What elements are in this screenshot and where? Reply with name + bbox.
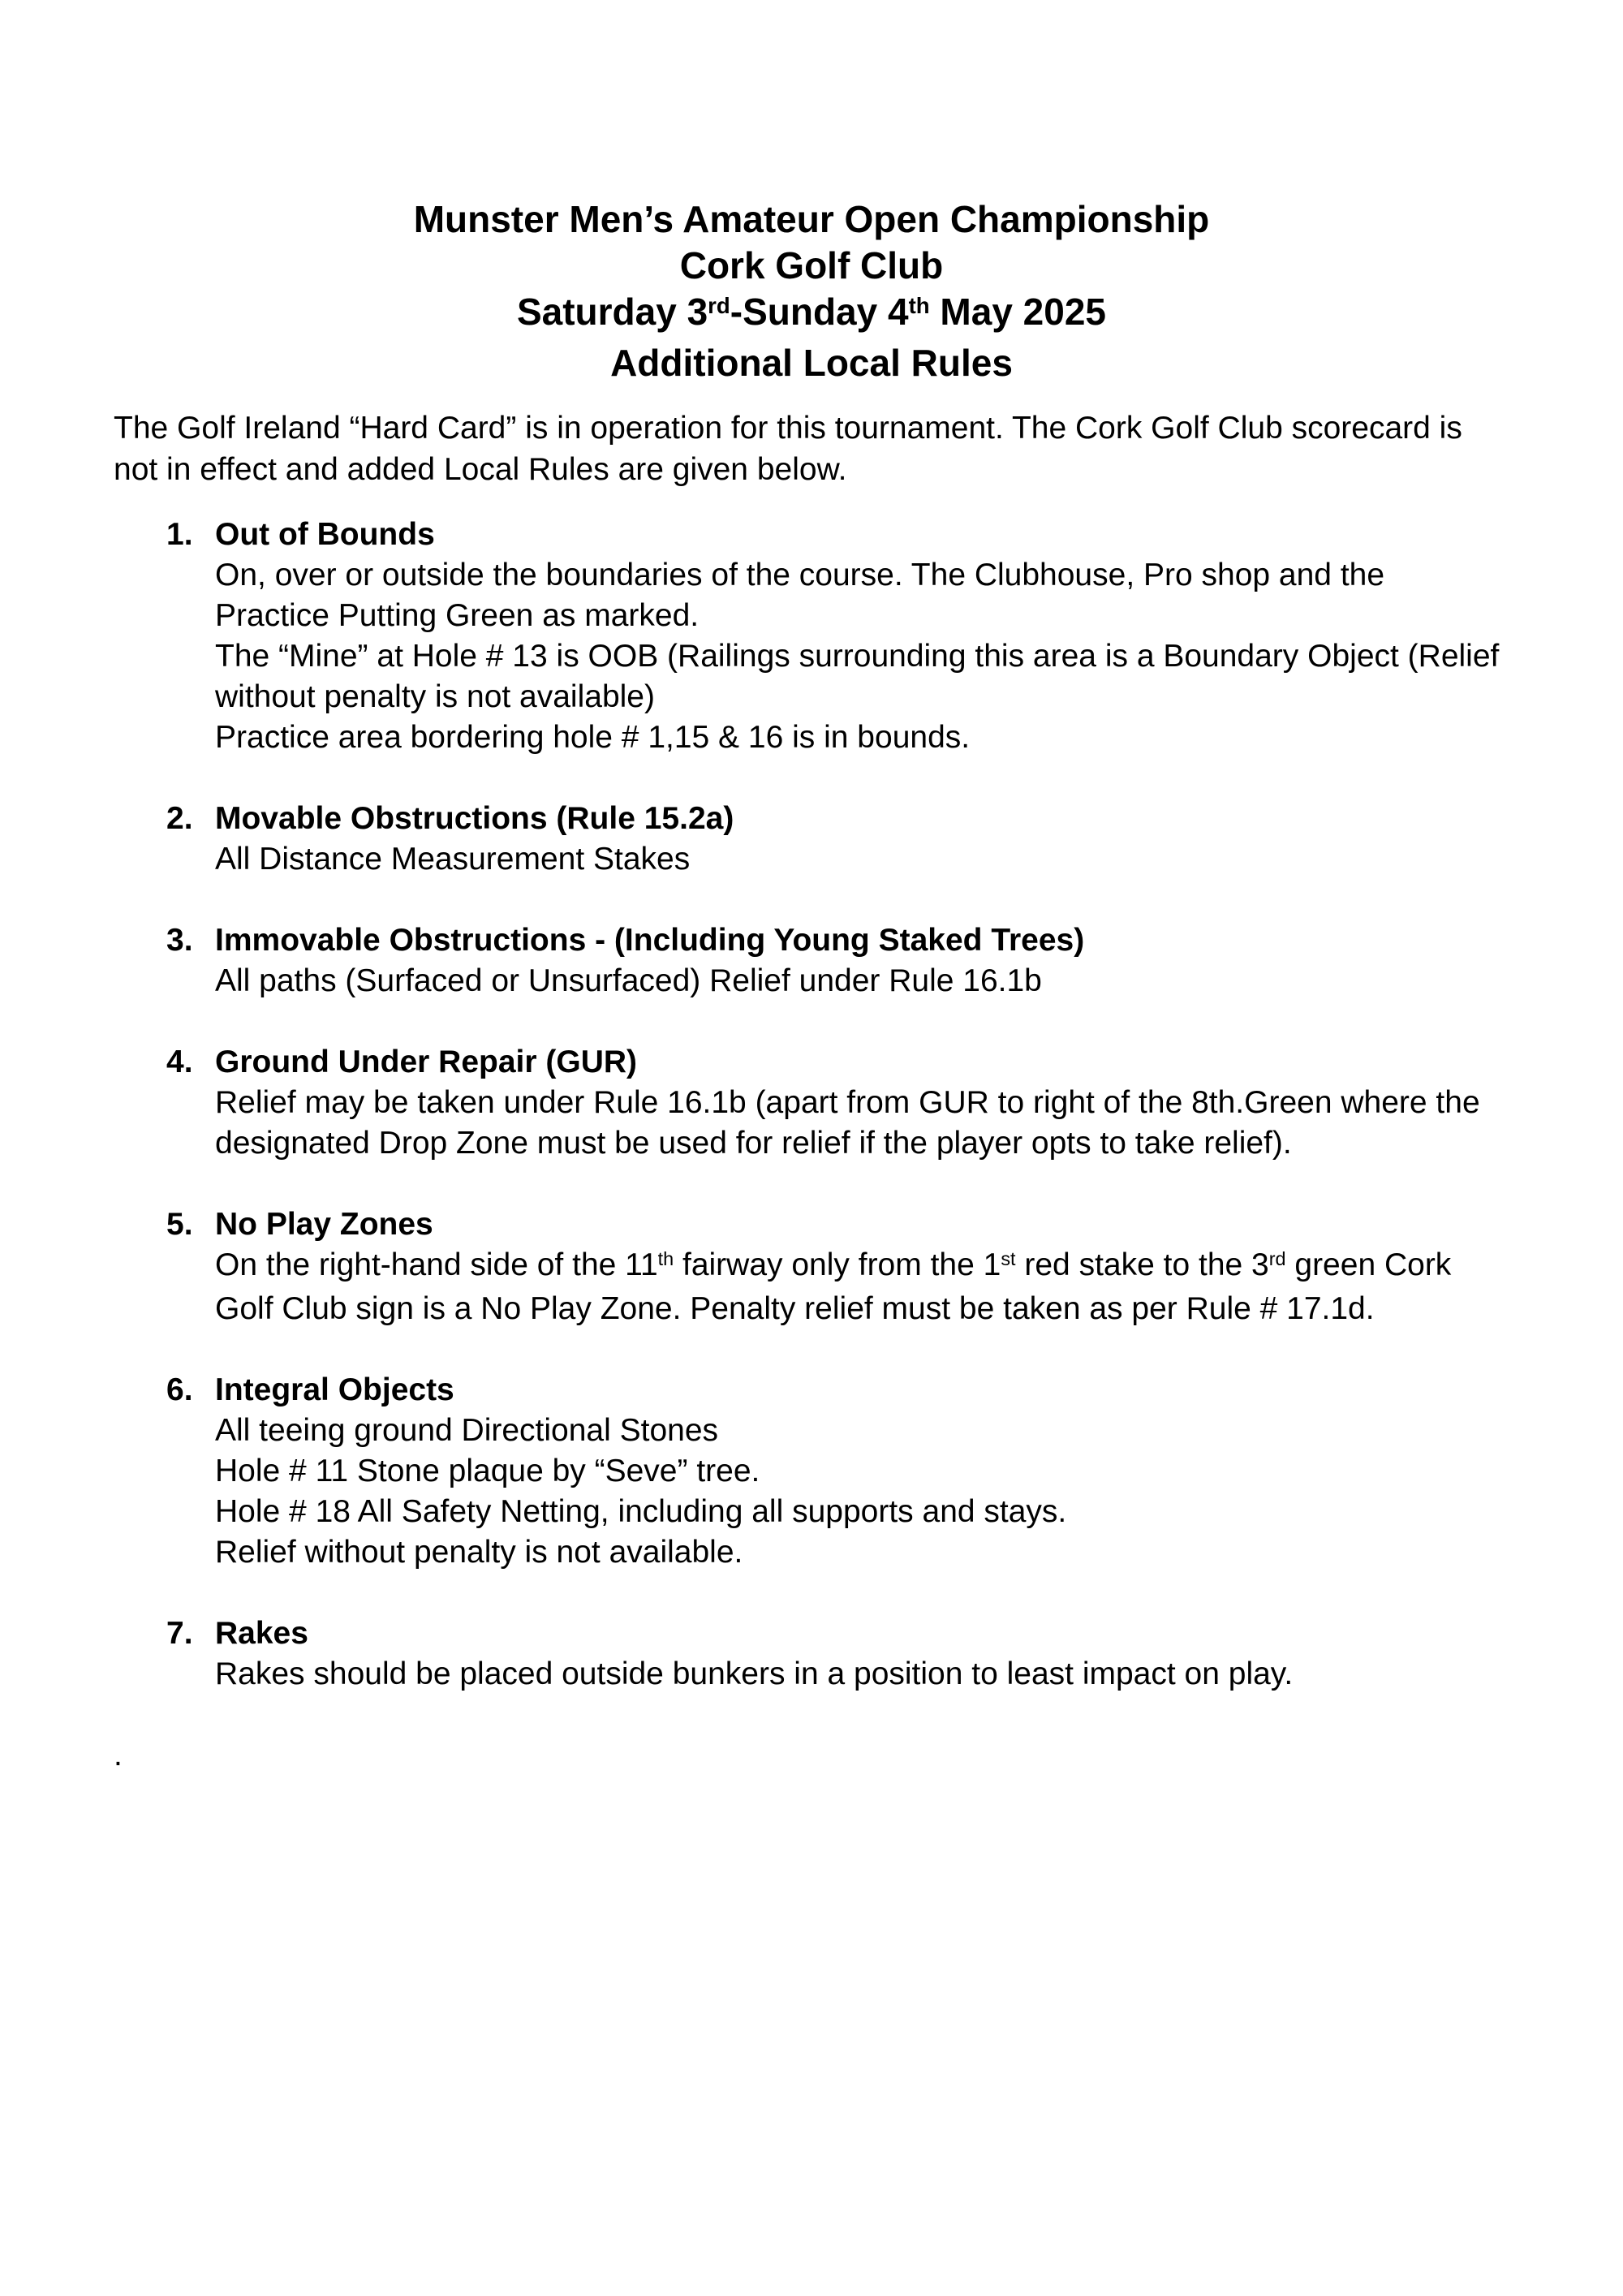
rule-body-line <box>215 1083 1509 1123</box>
intro-paragraph <box>114 407 1509 490</box>
rule-heading: No Play Zones <box>215 1207 433 1242</box>
rule-number: 1. <box>166 517 193 552</box>
rule-heading-line <box>166 1042 1509 1083</box>
superscript: th <box>657 1248 674 1270</box>
rule-heading-line <box>166 515 1509 555</box>
text-segment: green Cork <box>1285 1247 1452 1282</box>
text-segment: All teeing ground Directional Stones <box>215 1413 719 1448</box>
rule-body <box>215 1245 1509 1329</box>
rule-heading-line <box>166 1204 1509 1245</box>
rule-body-line <box>215 1532 1509 1573</box>
text-segment: On, over or outside the boundaries of the course. The Clubhouse, Pro shop and the <box>215 558 1385 592</box>
text-segment: The “Mine” at Hole # 13 is OOB (Railings surrounding this area is a Boundary Object (Relief <box>215 639 1500 674</box>
text-segment: Relief may be taken under Rule 16.1b (apart from GUR to right of the 8th.Green where the <box>215 1085 1480 1120</box>
rule-body-line <box>215 1123 1509 1164</box>
rule-body-line <box>215 839 1509 880</box>
rule-body-line <box>215 1451 1509 1492</box>
trailing-period: . <box>114 1738 123 1773</box>
text-segment: Hole # 18 All Safety Netting, including all supports and stays. <box>215 1494 1067 1529</box>
rule-heading: Movable Obstructions (Rule 15.2a) <box>215 801 734 836</box>
rule-body-line <box>215 717 1509 758</box>
rule-item <box>166 920 1509 1002</box>
rule-body-line <box>215 677 1509 717</box>
text-segment: Golf Club sign is a No Play Zone. Penalty relief must be taken as per Rule # 17.1d. <box>215 1291 1375 1326</box>
rule-item <box>166 1370 1509 1573</box>
rule-heading: Rakes <box>215 1616 308 1651</box>
rule-heading: Ground Under Repair (GUR) <box>215 1045 638 1079</box>
rule-body-line <box>215 596 1509 636</box>
rule-body-line <box>215 1289 1509 1329</box>
text-segment: Additional Local Rules <box>610 342 1013 384</box>
rule-number: 2. <box>166 801 193 836</box>
intro-line: The Golf Ireland “Hard Card” is in operation for this tournament. The Cork Golf Club scorecard is <box>114 411 1462 446</box>
rule-body <box>215 1654 1509 1695</box>
rule-body-line <box>215 1411 1509 1451</box>
rule-number: 5. <box>166 1207 193 1242</box>
rule-body <box>215 1083 1509 1164</box>
rule-body-line <box>215 636 1509 677</box>
rule-body <box>215 1411 1509 1573</box>
rule-body-line <box>215 555 1509 596</box>
rule-number: 3. <box>166 923 193 958</box>
text-segment: All paths (Surfaced or Unsurfaced) Relief under Rule 16.1b <box>215 963 1042 998</box>
text-segment: without penalty is not available) <box>215 679 655 714</box>
superscript: th <box>908 293 930 319</box>
rule-heading-line <box>166 799 1509 839</box>
superscript: st <box>1001 1248 1016 1270</box>
text-segment: Rakes should be placed outside bunkers in a position to least impact on play. <box>215 1656 1294 1691</box>
text-segment: Munster Men’s Amateur Open Championship <box>413 198 1210 240</box>
rule-body <box>215 555 1509 758</box>
text-segment: Hole # 11 Stone plaque by “Seve” tree. <box>215 1454 760 1488</box>
rule-body <box>215 839 1509 880</box>
rule-heading-line <box>166 920 1509 961</box>
title-line <box>114 196 1509 243</box>
text-segment: May 2025 <box>929 291 1107 333</box>
superscript: rd <box>708 293 730 319</box>
rule-item <box>166 1204 1509 1329</box>
rule-heading: Integral Objects <box>215 1372 454 1407</box>
rule-number: 7. <box>166 1616 193 1651</box>
rule-body-line <box>215 1245 1509 1289</box>
rule-body-line <box>215 1654 1509 1695</box>
text-segment: -Sunday 4 <box>730 291 909 333</box>
rule-number: 6. <box>166 1372 193 1407</box>
rule-body-line <box>215 1492 1509 1532</box>
text-segment: red stake to the 3 <box>1015 1247 1269 1282</box>
text-segment: All Distance Measurement Stakes <box>215 842 691 877</box>
text-segment: On the right-hand side of the 11 <box>215 1247 658 1282</box>
text-segment: Practice area bordering hole # 1,15 & 16 is in bounds. <box>215 720 971 755</box>
rule-item <box>166 799 1509 880</box>
rule-heading: Immovable Obstructions - (Including Young Staked Trees) <box>215 923 1085 958</box>
title-line <box>114 243 1509 289</box>
text-segment: designated Drop Zone must be used for relief if the player opts to take relief). <box>215 1126 1292 1161</box>
text-segment: Relief without penalty is not available. <box>215 1535 743 1570</box>
rules-list <box>114 515 1509 1695</box>
rule-heading-line <box>166 1370 1509 1411</box>
rule-body-line <box>215 961 1509 1002</box>
text-segment: Saturday 3 <box>516 291 708 333</box>
rule-item <box>166 515 1509 758</box>
rule-body <box>215 961 1509 1002</box>
rule-number: 4. <box>166 1045 193 1079</box>
text-segment: Cork Golf Club <box>679 244 944 286</box>
text-segment: fairway only from the 1 <box>674 1247 1001 1282</box>
document-title <box>114 196 1509 386</box>
title-line <box>114 340 1509 386</box>
intro-line: not in effect and added Local Rules are given below. <box>114 452 847 487</box>
title-line <box>114 289 1509 340</box>
superscript: rd <box>1268 1248 1286 1270</box>
rule-item <box>166 1042 1509 1164</box>
rule-item <box>166 1613 1509 1695</box>
rule-heading: Out of Bounds <box>215 517 435 552</box>
rule-heading-line <box>166 1613 1509 1654</box>
text-segment: Practice Putting Green as marked. <box>215 598 700 633</box>
